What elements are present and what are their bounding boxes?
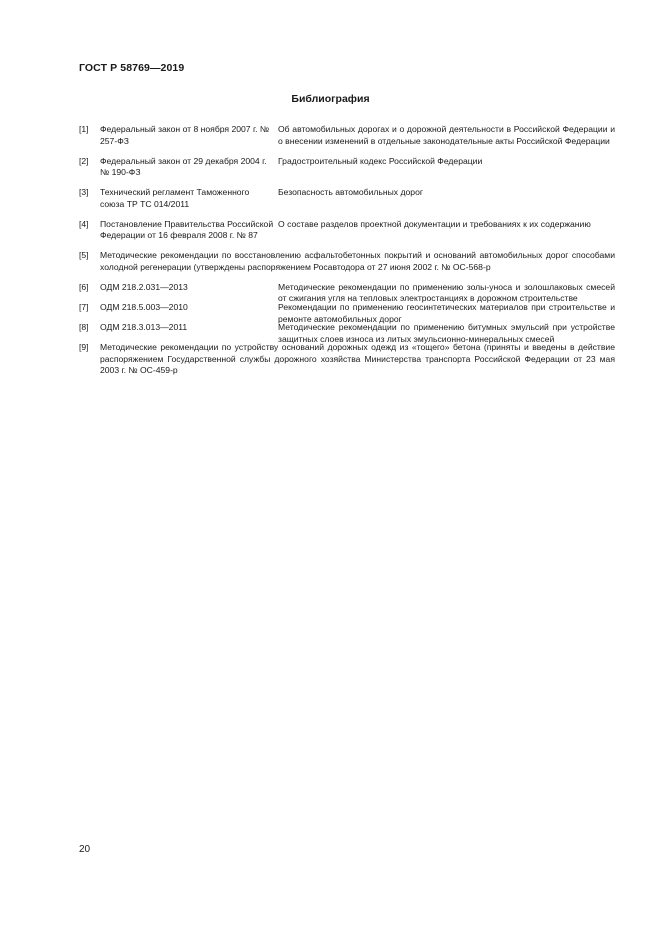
- bibliography-entry: [79, 219, 615, 242]
- entry-title: Градостроительный кодекс Российской Федерации: [278, 155, 483, 166]
- bibliography-entry: [79, 322, 615, 344]
- entry-reference: Федеральный закон от 8 ноября 2007 г. № 257-ФЗ: [100, 124, 270, 146]
- bibliography-entry: [79, 124, 615, 147]
- bibliography-entry: [79, 342, 615, 377]
- entry-number: [2]: [79, 155, 89, 166]
- entry-title: Безопасность автомобильных дорог: [278, 187, 423, 198]
- entry-number: [7]: [79, 302, 89, 313]
- entry-number: [3]: [79, 187, 89, 198]
- entry-title: Рекомендации по применению геосинтетических материалов при строительстве и ремонте автомобильных дорог: [278, 302, 615, 324]
- entry-number: [5]: [79, 250, 89, 261]
- entry-title: О составе разделов проектной документации и требованиях к их содержанию: [278, 218, 591, 229]
- entry-number: [1]: [79, 124, 89, 134]
- bibliography-list: [79, 124, 615, 385]
- bibliography-entry: [79, 281, 615, 304]
- entry-number: [8]: [79, 322, 89, 333]
- entry-number: [9]: [79, 342, 89, 353]
- entry-reference: Постановление Правительства Российской Федерации от 16 февраля 2008 г. № 87: [100, 218, 274, 241]
- entry-reference: ОДМ 218.2.031—2013: [100, 281, 188, 292]
- entry-title: Методические рекомендации по применению золы-уноса и золошлаковых смесей от сжигания угля на тепловых электростанциях в дорожном строительстве: [278, 281, 615, 304]
- bibliography-entry: [79, 187, 615, 210]
- section-title: Библиография: [291, 93, 370, 105]
- entry-reference: ОДМ 218.3.013—2011: [100, 322, 188, 333]
- entry-title: Методические рекомендации по применению битумных эмульсий при устройстве защитных слоев износа из литых эмульсионно-минеральных смесей: [278, 322, 615, 344]
- bibliography-entry: [79, 156, 615, 179]
- entry-number: [6]: [79, 281, 89, 292]
- entry-reference: ОДМ 218.5.003—2010: [100, 302, 188, 313]
- bibliography-entry: [79, 302, 615, 324]
- bibliography-entry: [79, 250, 615, 273]
- entry-title: Об автомобильных дорогах и о дорожной деятельности в Российской Федерации и о внесении изменений в отдельные законодательные акты Российской Федерации: [278, 124, 615, 146]
- entry-full-text: Методические рекомендации по устройству оснований дорожных одежд из «тощего» бетона (приняты и введены в действие распоряжением Государственной службы дорожного хозяйства Министерства транспорта Российской Федерации от 23 мая 2003 г. № ОС-459-р: [100, 342, 615, 376]
- entry-number: [4]: [79, 218, 89, 229]
- entry-reference: Федеральный закон от 29 декабря 2004 г. № 190-ФЗ: [100, 155, 267, 178]
- document-code: ГОСТ Р 58769—2019: [79, 62, 185, 74]
- page-number: 20: [79, 844, 91, 855]
- entry-reference: Технический регламент Таможенного союза ТР ТС 014/2011: [100, 187, 250, 209]
- entry-full-text: Методические рекомендации по восстановлению асфальтобетонных покрытий и оснований автомобильных дорог способами холодной регенерации (утверждены распоряжением Росавтодора от 27 июня 2002 г. № ОС-568-р: [100, 250, 615, 272]
